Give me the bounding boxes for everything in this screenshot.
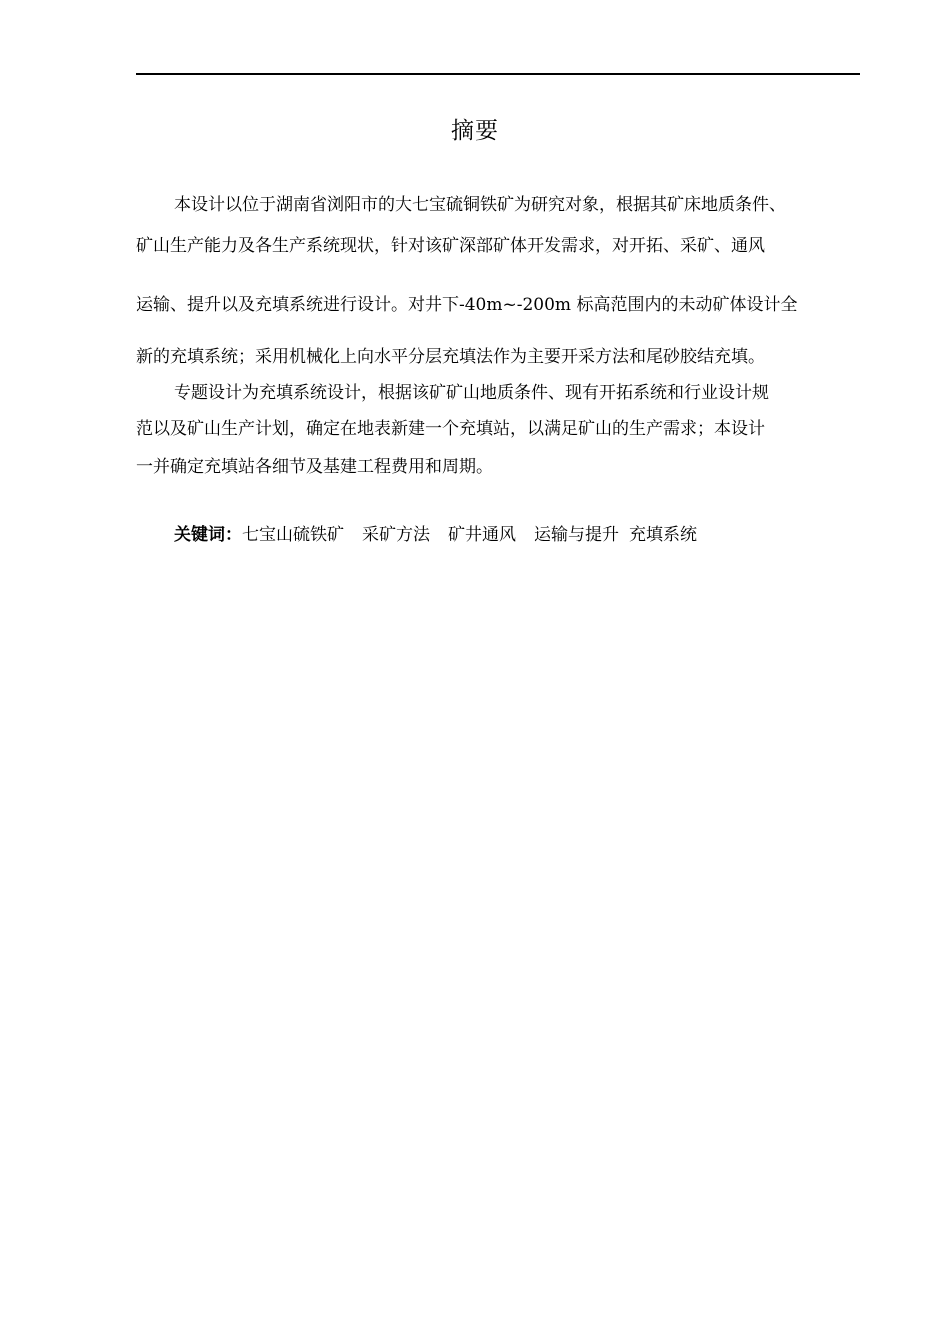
keyword: 七宝山硫铁矿 [242,525,344,545]
page-title: 摘要 [451,118,499,144]
header-rule [136,73,860,75]
keyword: 充填系统 [629,525,697,545]
abstract-line: 范以及矿山生产计划，确定在地表新建一个充填站，以满足矿山的生产需求；本设计 [136,419,765,439]
abstract-line: 本设计以位于湖南省浏阳市的大七宝硫铜铁矿为研究对象，根据其矿床地质条件、 [174,195,786,215]
keyword: 运输与提升 [534,525,619,545]
abstract-line: 矿山生产能力及各生产系统现状，针对该矿深部矿体开发需求，对开拓、采矿、通风 [136,236,765,256]
abstract-line: 运输、提升以及充填系统进行设计。对井下-40m~-200m 标高范围内的未动矿体设计全 [136,295,798,315]
abstract-line: 新的充填系统；采用机械化上向水平分层充填法作为主要开采方法和尾砂胶结充填。 [136,347,765,367]
abstract-line: 专题设计为充填系统设计，根据该矿矿山地质条件、现有开拓系统和行业设计规 [174,383,769,403]
keywords-label: 关键词： [174,525,242,545]
keyword: 矿井通风 [448,525,516,545]
keyword: 采矿方法 [362,525,430,545]
keywords [174,520,697,545]
abstract-line: 一并确定充填站各细节及基建工程费用和周期。 [136,457,493,477]
